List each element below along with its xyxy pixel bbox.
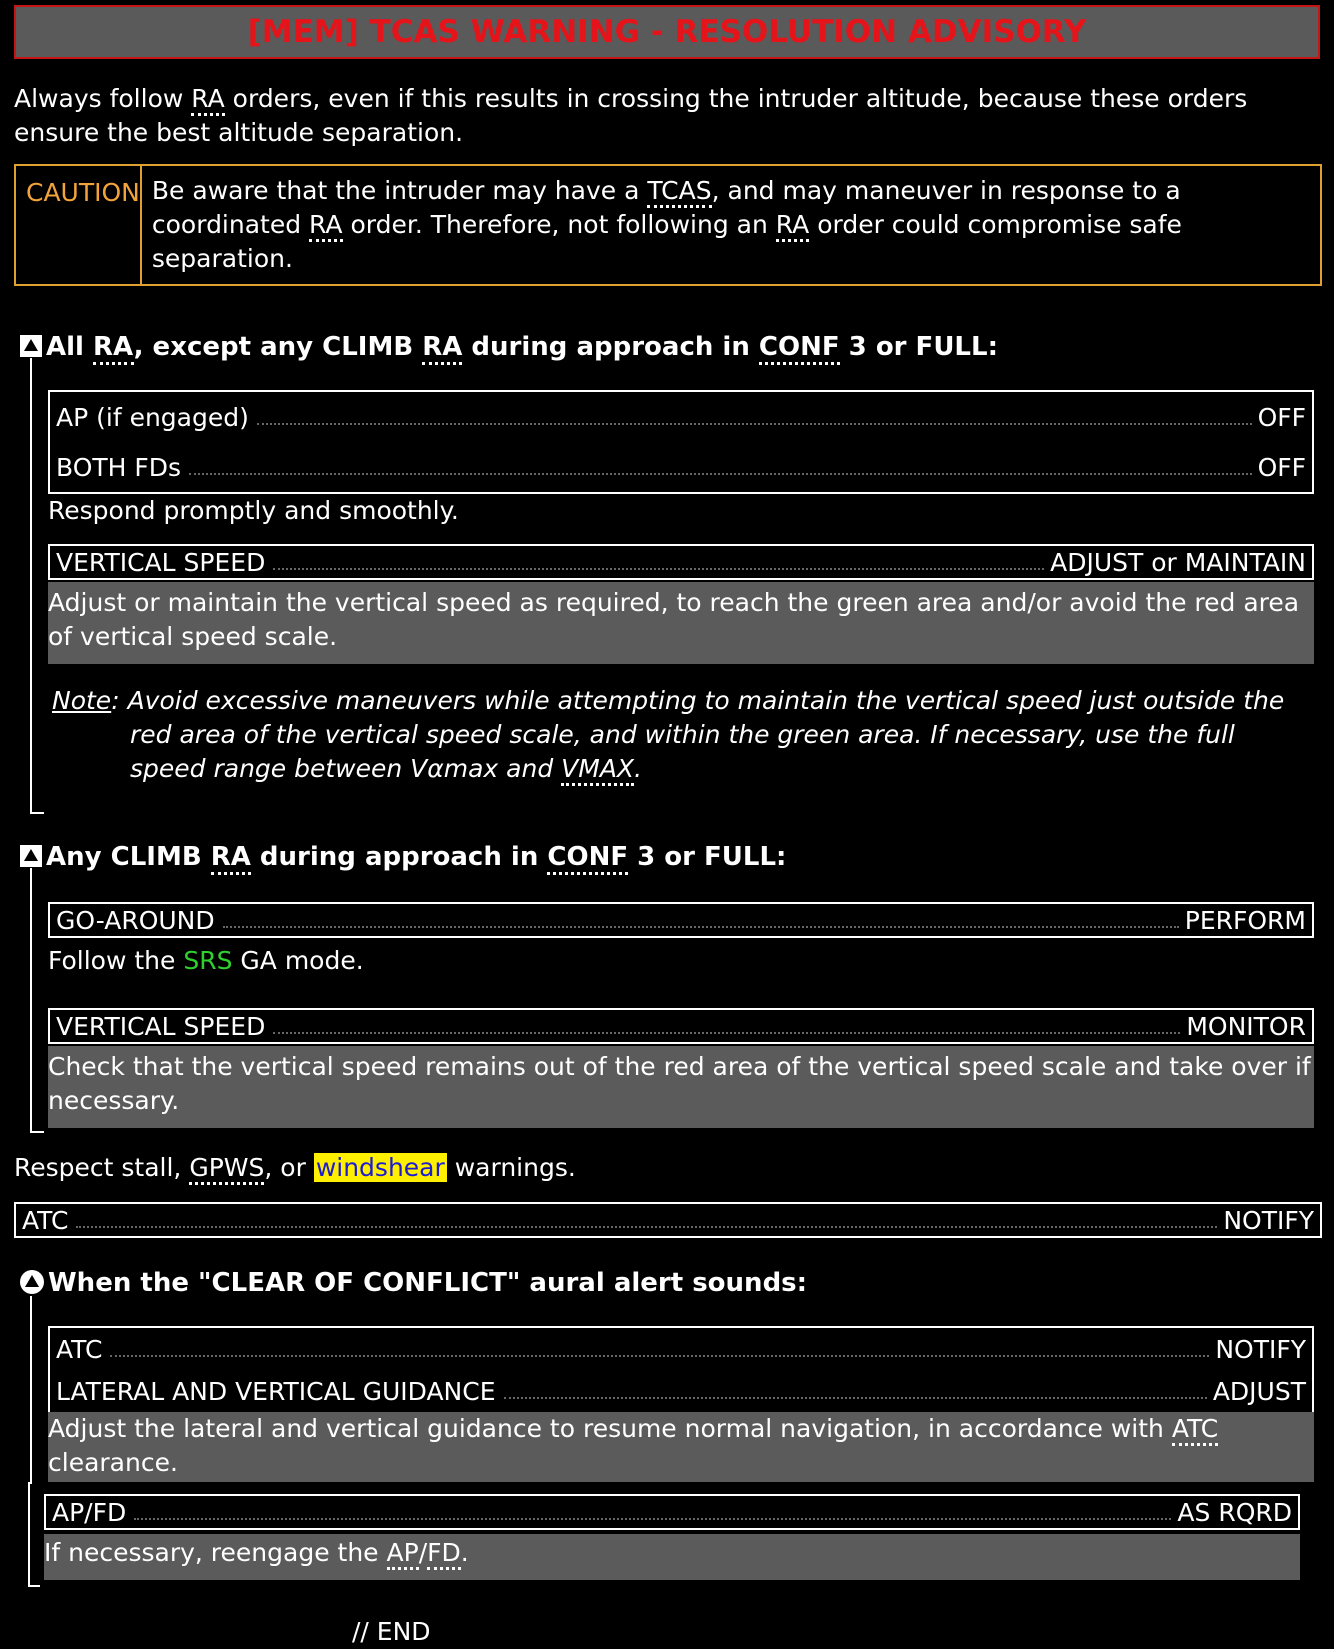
end-marker: // END: [352, 1617, 431, 1646]
checklist-item-ap[interactable]: [50, 392, 1312, 442]
item-action: AS RQRD: [1177, 1497, 1292, 1527]
item-action: ADJUST: [1212, 1376, 1306, 1406]
collapse-icon[interactable]: [20, 335, 42, 357]
checklist-item-atc-notify[interactable]: [50, 1328, 1312, 1370]
item-action: PERFORM: [1184, 905, 1306, 935]
collapse-circle-icon[interactable]: [20, 1270, 44, 1294]
section-bracket-end: [30, 1131, 44, 1133]
leader-dots: [110, 1355, 1209, 1357]
item-action: NOTIFY: [1223, 1205, 1314, 1235]
section-bracket: [30, 1296, 32, 1484]
abbr-ra[interactable]: RA: [211, 842, 251, 875]
checklist-item-vs[interactable]: [48, 544, 1314, 580]
follow-text: [48, 944, 364, 978]
sec2-h3: 3 or FULL:: [628, 842, 787, 872]
item-label: BOTH FDs: [56, 452, 182, 482]
leader-dots: [257, 423, 1252, 425]
sec2-h1: Any CLIMB: [46, 842, 211, 872]
abbr-conf[interactable]: CONF: [759, 332, 840, 365]
note-label: Note: [52, 686, 112, 715]
item-label: ATC: [56, 1334, 103, 1364]
highlight-windshear: windshear: [315, 1153, 445, 1182]
follow-post: GA mode.: [232, 946, 364, 975]
respect-pre: Respect stall,: [14, 1153, 190, 1182]
item-label: LATERAL AND VERTICAL GUIDANCE: [56, 1376, 496, 1406]
abbr-ra[interactable]: RA: [309, 210, 342, 242]
leader-dots: [134, 1518, 1171, 1520]
abbr-conf[interactable]: CONF: [547, 842, 628, 875]
item-label: VERTICAL SPEED: [56, 1011, 266, 1041]
collapse-icon[interactable]: [20, 845, 42, 867]
leader-dots: [189, 473, 1252, 475]
apfd-end: .: [460, 1538, 469, 1567]
abbr-tcas[interactable]: TCAS: [647, 176, 711, 208]
sub-bracket: [28, 1482, 30, 1586]
note: [52, 684, 1307, 786]
abbr-ra[interactable]: RA: [422, 332, 462, 365]
checklist-group: [48, 1326, 1314, 1412]
caution-t1: Be aware that the intruder may have a: [151, 176, 648, 205]
caution-t4: order could compromise safe separation.: [151, 210, 1182, 273]
item-label: AP/FD: [52, 1497, 127, 1527]
item-label: ATC: [22, 1205, 69, 1235]
section-bracket: [30, 868, 32, 1132]
intro-text: [14, 82, 1324, 150]
note-end: .: [634, 754, 642, 783]
sub-bracket-end: [28, 1585, 40, 1587]
checklist-item-fds[interactable]: [50, 442, 1312, 492]
section-bracket: [30, 358, 32, 813]
respond-text: Respond promptly and smoothly.: [48, 496, 459, 525]
item-action: MONITOR: [1186, 1011, 1306, 1041]
checklist-item-guidance[interactable]: [50, 1370, 1312, 1412]
checklist-item-vs-monitor[interactable]: [48, 1008, 1314, 1044]
sec2-h2: during approach in: [250, 842, 548, 872]
apfd-slash: /: [418, 1538, 428, 1567]
item-action: NOTIFY: [1215, 1334, 1306, 1364]
abbr-atc[interactable]: ATC: [1172, 1414, 1218, 1446]
caution-label: CAUTION: [16, 166, 142, 284]
item-label: VERTICAL SPEED: [56, 547, 266, 577]
respect-post: warnings.: [446, 1153, 576, 1182]
adj-end: clearance.: [48, 1448, 178, 1477]
item-label: AP (if engaged): [56, 402, 249, 432]
leader-dots: [273, 1032, 1180, 1034]
vs-explanation: Adjust or maintain the vertical speed as required, to reach the green area and/or avoid the red area of vertical speed scale.: [48, 582, 1314, 664]
apfd-explanation: [44, 1534, 1300, 1580]
abbr-ap[interactable]: AP: [387, 1538, 419, 1570]
srs-mode: SRS: [183, 946, 233, 975]
adj-text: Adjust the lateral and vertical guidance to resume normal navigation, in accordance with: [48, 1414, 1172, 1443]
section-header-all-ra[interactable]: [20, 332, 998, 362]
leader-dots: [273, 568, 1044, 570]
caution-t3: order. Therefore, not following an: [342, 210, 776, 239]
abbr-vmax[interactable]: VMAX: [561, 754, 634, 786]
checklist-item-atc[interactable]: [14, 1202, 1322, 1238]
sec1-h2: , except any CLIMB: [133, 332, 423, 362]
checklist-group: [48, 390, 1314, 494]
page-title: [MEM] TCAS WARNING - RESOLUTION ADVISORY: [14, 5, 1320, 59]
sec1-h4: 3 or FULL:: [839, 332, 998, 362]
abbr-ra[interactable]: RA: [191, 84, 224, 116]
item-action: OFF: [1257, 452, 1306, 482]
note-colon: :: [111, 686, 128, 715]
guidance-explanation: [48, 1412, 1314, 1482]
item-label: GO-AROUND: [56, 905, 215, 935]
intro-post: orders, even if this results in crossing the intruder altitude, because these orders ensure the best altitude separation.: [14, 84, 1248, 147]
leader-dots: [223, 926, 1179, 928]
leader-dots: [504, 1397, 1207, 1399]
leader-dots: [76, 1226, 1217, 1228]
item-action: ADJUST or MAINTAIN: [1050, 547, 1306, 577]
follow-pre: Follow the: [48, 946, 184, 975]
abbr-ra[interactable]: RA: [93, 332, 134, 365]
sec3-h: When the "CLEAR OF CONFLICT" aural alert sounds:: [48, 1268, 808, 1298]
sec1-h3: during approach in: [462, 332, 759, 362]
checklist-item-apfd[interactable]: [44, 1494, 1300, 1530]
sec1-h1: All: [46, 332, 93, 362]
apfd-pre: If necessary, reengage the: [44, 1538, 387, 1567]
section-bracket-end: [30, 812, 44, 814]
abbr-ra[interactable]: RA: [776, 210, 809, 242]
respect-text: [14, 1151, 576, 1185]
checklist-item-go-around[interactable]: [48, 902, 1314, 938]
abbr-fd[interactable]: FD: [427, 1538, 461, 1570]
section-header-clear-of-conflict[interactable]: [20, 1268, 807, 1298]
item-action: OFF: [1257, 402, 1306, 432]
section-header-climb-ra[interactable]: [20, 842, 786, 872]
respect-mid: , or: [264, 1153, 314, 1182]
intro-pre: Always follow: [14, 84, 192, 113]
caution-t2: , and may maneuver in response to a coordinated: [151, 176, 1181, 239]
vs-monitor-explanation: Check that the vertical speed remains out of the red area of the vertical speed scale and take over if necessary.: [48, 1046, 1314, 1128]
abbr-gpws[interactable]: GPWS: [189, 1153, 264, 1185]
caution-text: [142, 166, 1320, 284]
caution-box: [14, 164, 1322, 286]
note-text: Avoid excessive maneuvers while attempting to maintain the vertical speed just outside the red area of the vertical speed scale, and within the green area. If necessary, use the full speed range between Vαmax and: [127, 686, 1285, 783]
